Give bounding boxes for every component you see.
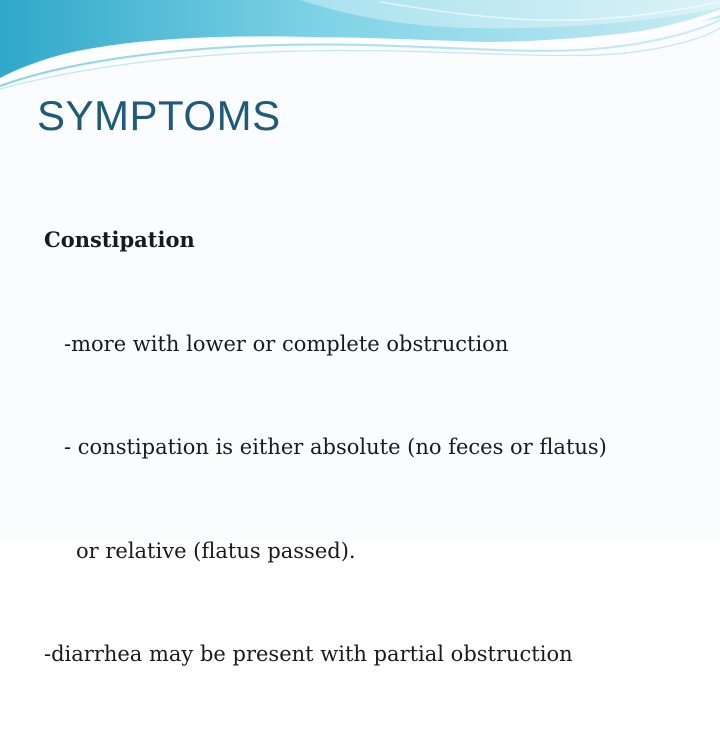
bullet-line: -diarrhea may be present with partial obstruction xyxy=(44,642,573,666)
slide-title: SYMPTOMS xyxy=(37,92,281,139)
bullet-line-continued: or relative (flatus passed). xyxy=(76,538,356,563)
bullet-heading-constipation: Constipation xyxy=(44,227,195,252)
bullet-line: - constipation is either absolute (no feces or flatus) xyxy=(64,435,607,459)
bullet-line: -more with lower or complete obstruction xyxy=(64,331,509,356)
slide-body xyxy=(44,154,694,741)
decorative-wave-header xyxy=(0,0,720,90)
